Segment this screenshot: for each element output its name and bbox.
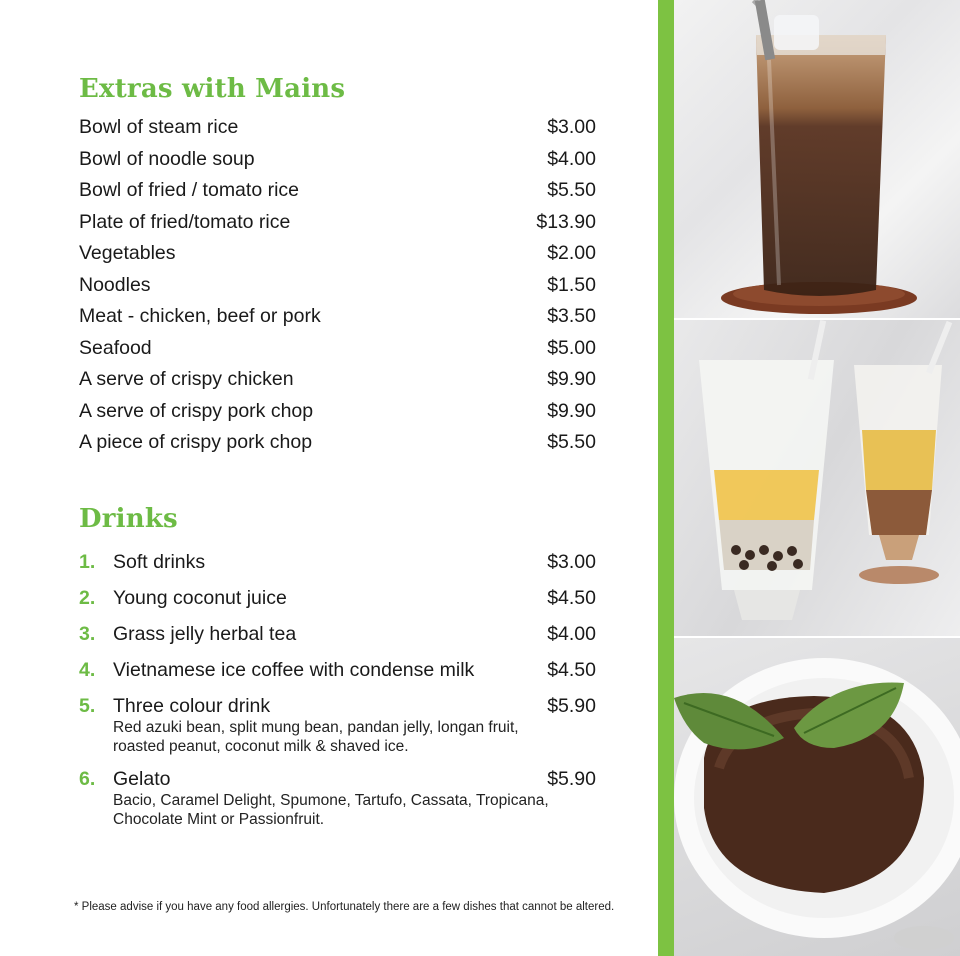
item-price: $9.90: [547, 400, 596, 422]
menu-item: [79, 367, 596, 391]
item-price: $3.00: [547, 116, 596, 138]
item-price: $3.50: [547, 305, 596, 327]
item-price: $2.00: [547, 242, 596, 264]
extras-heading: Extras with Mains: [79, 74, 346, 104]
menu-item: [79, 336, 596, 360]
item-name: Meat - chicken, beef or pork: [79, 305, 321, 327]
item-price: $4.00: [547, 148, 596, 170]
drink-number: 3.: [79, 623, 96, 645]
drink-price: $3.00: [547, 551, 596, 573]
three-colour-drink-illustration: [674, 320, 960, 636]
chocolate-gelato-illustration: [674, 638, 960, 956]
item-name: A piece of crispy pork chop: [79, 431, 313, 453]
item-name: Seafood: [79, 337, 152, 359]
menu-item: [79, 147, 596, 171]
drink-description: Red azuki bean, split mung bean, pandan jelly, longan fruit, roasted peanut, coconut milk & shaved ice.: [113, 719, 519, 755]
item-name: A serve of crispy pork chop: [79, 400, 314, 422]
item-price: $5.50: [547, 179, 596, 201]
drink-name: Grass jelly herbal tea: [113, 623, 297, 645]
menu-item: [79, 304, 596, 328]
item-price: $5.00: [547, 337, 596, 359]
chocolate-gelato-photo: [674, 638, 960, 956]
drink-number: 6.: [79, 768, 96, 790]
item-name: A serve of crispy chicken: [79, 368, 294, 390]
menu-item: [79, 115, 596, 139]
menu-item: [79, 241, 596, 265]
drink-price: $5.90: [547, 695, 596, 717]
green-divider-bar: [658, 0, 674, 956]
menu-item: [79, 430, 596, 454]
drink-name: Young coconut juice: [113, 587, 287, 609]
drink-price: $4.00: [547, 623, 596, 645]
drink-price: $4.50: [547, 659, 596, 681]
drink-number: 4.: [79, 659, 96, 681]
item-price: $1.50: [547, 274, 596, 296]
drink-name: Vietnamese ice coffee with condense milk: [113, 659, 475, 681]
drink-number: 1.: [79, 551, 96, 573]
drink-price: $5.90: [547, 768, 596, 790]
drink-name: Gelato: [113, 768, 171, 790]
drink-name: Three colour drink: [113, 695, 271, 717]
item-name: Plate of fried/tomato rice: [79, 211, 291, 233]
item-name: Bowl of fried / tomato rice: [79, 179, 300, 201]
item-price: $13.90: [536, 211, 596, 233]
drink-number: 5.: [79, 695, 96, 717]
item-price: $5.50: [547, 431, 596, 453]
drink-number: 2.: [79, 587, 96, 609]
drinks-heading: Drinks: [79, 504, 178, 534]
menu-item: [79, 210, 596, 234]
item-name: Bowl of noodle soup: [79, 148, 255, 170]
menu-item: [79, 399, 596, 423]
item-name: Bowl of steam rice: [79, 116, 239, 138]
three-colour-drink-photo: [674, 320, 960, 636]
item-name: Vegetables: [79, 242, 176, 264]
iced-coffee-illustration: [674, 0, 960, 318]
menu-item: [79, 273, 596, 297]
drink-price: $4.50: [547, 587, 596, 609]
item-price: $9.90: [547, 368, 596, 390]
photo-column: [674, 0, 960, 956]
drink-description: Bacio, Caramel Delight, Spumone, Tartufo, Cassata, Tropicana, Chocolate Mint or Passionfruit.: [113, 792, 549, 828]
allergy-footnote: * Please advise if you have any food allergies. Unfortunately there are a few dishes that cannot be altered.: [74, 901, 615, 913]
drink-name: Soft drinks: [113, 551, 206, 573]
item-name: Noodles: [79, 274, 151, 296]
menu-item: [79, 178, 596, 202]
iced-coffee-photo: [674, 0, 960, 318]
